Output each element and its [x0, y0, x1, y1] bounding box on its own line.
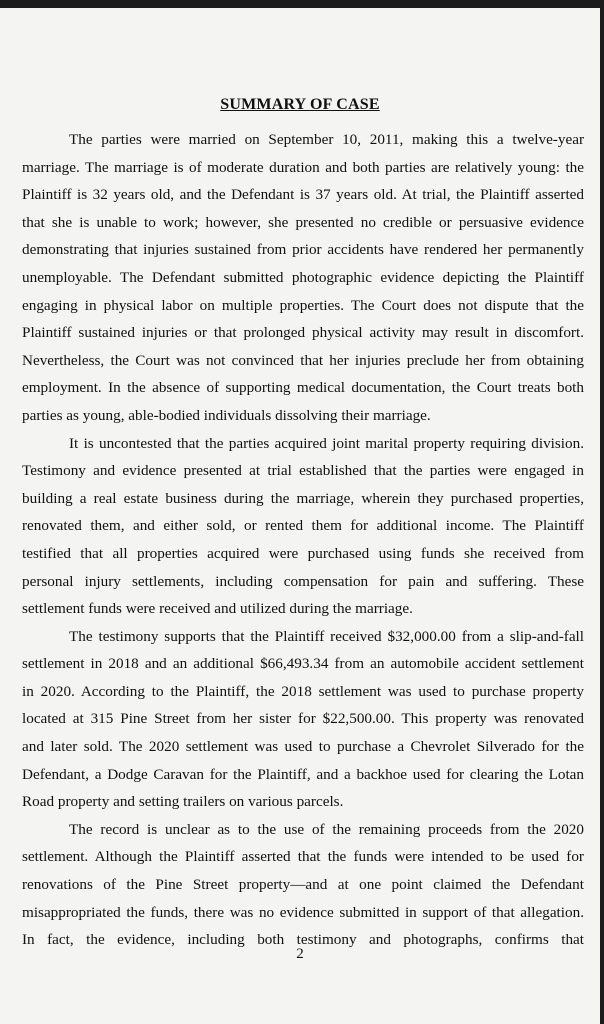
text-line: testified that all properties acquired were purchased using funds she received from — [22, 544, 584, 562]
text-line: in 2020. According to the Plaintiff, the 2018 settlement was used to purchase property — [22, 682, 584, 700]
document-body — [22, 126, 584, 954]
text-line: engaging in physical labor on multiple properties. The Court does not dispute that the — [22, 296, 584, 314]
text-line: demonstrating that injuries sustained from prior accidents have rendered her permanently — [22, 241, 584, 259]
section-heading: SUMMARY OF CASE — [220, 96, 380, 113]
text-line: The testimony supports that the Plaintiff received $32,000.00 from a slip-and-fall — [69, 627, 584, 645]
text-line: settlement. Although the Plaintiff asserted that the funds were intended to be used for — [22, 848, 584, 866]
text-line: Testimony and evidence presented at trial established that the parties were engaged in — [22, 462, 584, 480]
text-line: misappropriated the funds, there was no evidence submitted in support of that allegation. — [22, 903, 584, 921]
text-line: and later sold. The 2020 settlement was used to purchase a Chevrolet Silverado for the — [22, 738, 584, 756]
text-line: In fact, the evidence, including both testimony and photographs, confirms that — [22, 931, 584, 949]
text-line: renovated them, and either sold, or rented them for additional income. The Plaintiff — [22, 517, 584, 535]
text-line: The parties were married on September 10, 2011, making this a twelve-year — [69, 131, 584, 148]
page-number: 2 — [296, 946, 304, 962]
text-line: building a real estate business during the marriage, wherein they purchased properties, — [22, 489, 584, 507]
text-line: employment. In the absence of supporting medical documentation, the Court treats both — [22, 379, 584, 397]
paragraph-marriage-summary — [22, 126, 584, 430]
text-line: that she is unable to work; however, she presented no credible or persuasive evidence — [22, 213, 584, 231]
text-line: Road property and setting trailers on various parcels. — [22, 793, 344, 811]
text-line: Nevertheless, the Court was not convinced that her injuries preclude her from obtaining — [22, 351, 584, 369]
paragraph-marital-property — [22, 430, 584, 623]
paragraph-remaining-proceeds — [22, 816, 584, 954]
text-line: settlement funds were received and utilized during the marriage. — [22, 600, 413, 618]
text-line: The record is unclear as to the use of the remaining proceeds from the 2020 — [69, 820, 584, 838]
text-line: renovations of the Pine Street property—and at one point claimed the Defendant — [22, 876, 584, 894]
text-line: Plaintiff sustained injuries or that prolonged physical activity may result in discomfort. — [22, 324, 584, 342]
text-line: unemployable. The Defendant submitted photographic evidence depicting the Plaintiff — [22, 268, 584, 286]
text-line: located at 315 Pine Street from her sister for $22,500.00. This property was renovated — [22, 710, 584, 728]
text-line: personal injury settlements, including compensation for pain and suffering. These — [22, 572, 584, 590]
text-line: It is uncontested that the parties acquired joint marital property requiring division. — [69, 434, 584, 452]
text-line: marriage. The marriage is of moderate duration and both parties are relatively young: the — [22, 158, 584, 176]
text-line: Defendant, a Dodge Caravan for the Plaintiff, and a backhoe used for clearing the Lotan — [22, 765, 584, 783]
paragraph-settlements — [22, 623, 584, 816]
document-page — [0, 8, 600, 1024]
text-line: parties as young, able-bodied individuals dissolving their marriage. — [22, 406, 431, 424]
text-line: settlement in 2018 and an additional $66,493.34 from an automobile accident settlement — [22, 655, 584, 673]
text-line: Plaintiff is 32 years old, and the Defendant is 37 years old. At trial, the Plaintiff asserted — [22, 186, 584, 204]
